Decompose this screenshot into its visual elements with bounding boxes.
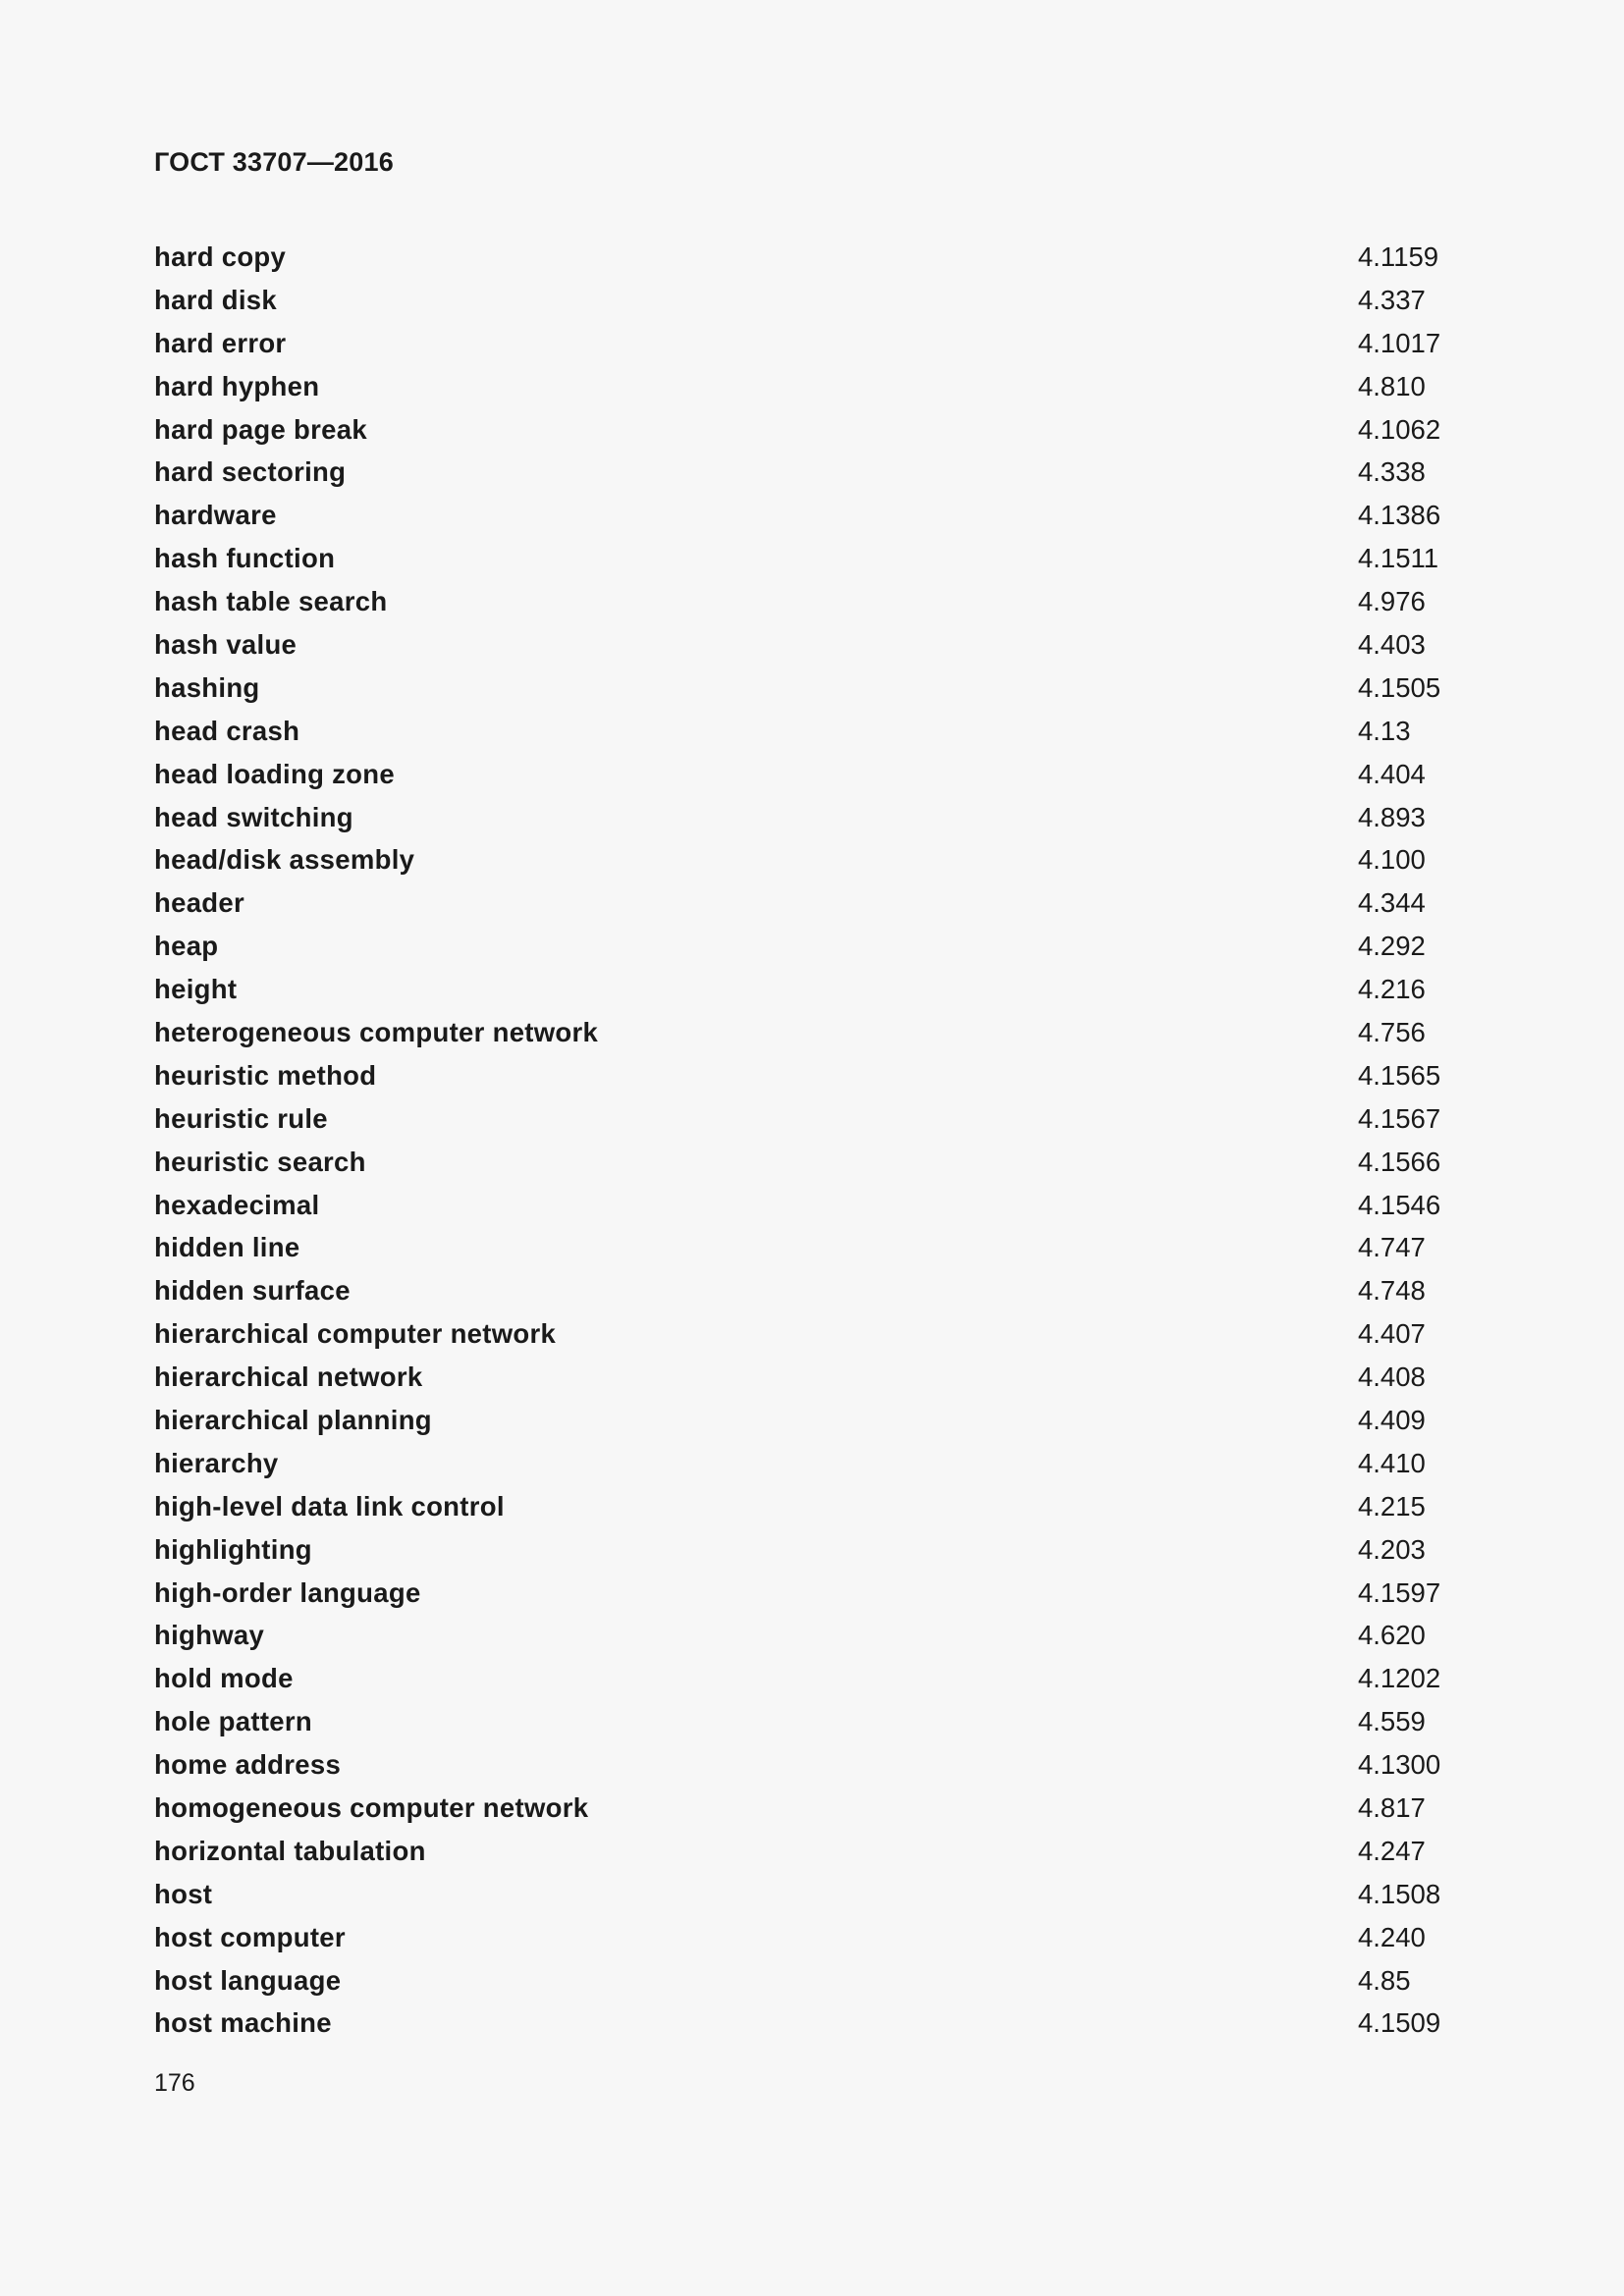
index-reference: 4.620 — [1358, 1620, 1426, 1651]
index-entry — [154, 322, 1470, 365]
index-term: heuristic rule — [154, 1102, 328, 1134]
index-entry — [154, 623, 1470, 667]
index-reference: 4.1300 — [1358, 1749, 1441, 1781]
index-entry — [154, 1485, 1470, 1528]
index-reference: 4.1159 — [1358, 240, 1439, 272]
index-term: height — [154, 974, 238, 1005]
index-term: heuristic method — [154, 1059, 377, 1091]
index-entry — [154, 279, 1470, 322]
index-term: highlighting — [154, 1533, 312, 1565]
index-entry — [154, 537, 1470, 580]
index-reference: 4.292 — [1358, 931, 1426, 962]
index-entry — [154, 451, 1470, 494]
index-entry — [154, 494, 1470, 537]
index-entry — [154, 1054, 1470, 1097]
index-reference: 4.1546 — [1358, 1189, 1441, 1220]
index-entry — [154, 1873, 1470, 1916]
index-reference: 4.338 — [1358, 456, 1426, 488]
index-entry — [154, 1312, 1470, 1356]
index-term: horizontal tabulation — [154, 1835, 426, 1866]
index-entry — [154, 365, 1470, 408]
index-entry — [154, 1830, 1470, 1873]
index-entry — [154, 1700, 1470, 1743]
index-entry — [154, 1528, 1470, 1572]
index-entry — [154, 1572, 1470, 1615]
index-entry — [154, 1226, 1470, 1269]
index-entry — [154, 2002, 1470, 2046]
index-term: host language — [154, 1964, 342, 1996]
index-reference: 4.1509 — [1358, 2007, 1441, 2039]
index-term: hash table search — [154, 586, 388, 617]
index-term: hard disk — [154, 284, 277, 315]
index-reference: 4.216 — [1358, 974, 1426, 1005]
index-term: hold mode — [154, 1663, 294, 1694]
index-entry — [154, 1399, 1470, 1442]
index-reference: 4.1202 — [1358, 1663, 1441, 1694]
index-reference: 4.403 — [1358, 628, 1426, 660]
index-reference: 4.817 — [1358, 1792, 1426, 1823]
index-entry — [154, 667, 1470, 710]
index-reference: 4.893 — [1358, 801, 1426, 832]
index-reference: 4.100 — [1358, 844, 1426, 876]
index-term: hash value — [154, 628, 298, 660]
index-term: head/disk assembly — [154, 844, 415, 876]
index-reference: 4.337 — [1358, 284, 1426, 315]
page-number: 176 — [154, 2069, 195, 2097]
index-term: heterogeneous computer network — [154, 1016, 599, 1047]
index-entry — [154, 408, 1470, 452]
index-entry — [154, 236, 1470, 279]
index-entry — [154, 1442, 1470, 1485]
index-reference: 4.1566 — [1358, 1146, 1441, 1177]
index-entry — [154, 881, 1470, 925]
index-entry — [154, 796, 1470, 839]
index-reference: 4.408 — [1358, 1362, 1426, 1393]
index-reference: 4.1597 — [1358, 1576, 1441, 1608]
index-term: high-level data link control — [154, 1490, 505, 1522]
index-term: hard copy — [154, 240, 287, 272]
index-entry — [154, 1615, 1470, 1658]
index-entry — [154, 710, 1470, 753]
index-entry — [154, 580, 1470, 623]
index-entry — [154, 968, 1470, 1011]
index-reference: 4.215 — [1358, 1490, 1426, 1522]
index-term: highway — [154, 1620, 265, 1651]
index-entry — [154, 1011, 1470, 1054]
document-header: ГОСТ 33707—2016 — [154, 147, 394, 177]
index-reference: 4.404 — [1358, 758, 1426, 789]
index-reference: 4.756 — [1358, 1016, 1426, 1047]
index-reference: 4.747 — [1358, 1232, 1426, 1263]
index-reference: 4.1511 — [1358, 543, 1439, 574]
index-entry — [154, 1916, 1470, 1959]
index-term: hard page break — [154, 413, 367, 445]
index-reference: 4.1062 — [1358, 413, 1441, 445]
index-term: host machine — [154, 2007, 332, 2039]
index-term: home address — [154, 1749, 342, 1781]
index-reference: 4.13 — [1358, 715, 1411, 746]
index-reference: 4.247 — [1358, 1835, 1426, 1866]
index-reference: 4.407 — [1358, 1318, 1426, 1350]
index-term: hidden line — [154, 1232, 300, 1263]
index-term: hard sectoring — [154, 456, 347, 488]
index-reference: 4.85 — [1358, 1964, 1411, 1996]
index-term: hole pattern — [154, 1706, 312, 1737]
index-entry — [154, 753, 1470, 796]
index-reference: 4.1386 — [1358, 500, 1441, 531]
index-term: hierarchical computer network — [154, 1318, 557, 1350]
index-reference: 4.203 — [1358, 1533, 1426, 1565]
index-reference: 4.976 — [1358, 586, 1426, 617]
index-reference: 4.748 — [1358, 1275, 1426, 1307]
index-term: hexadecimal — [154, 1189, 320, 1220]
index-term: homogeneous computer network — [154, 1792, 589, 1823]
term-index-list — [154, 236, 1470, 2045]
index-reference: 4.559 — [1358, 1706, 1426, 1737]
index-term: hierarchical planning — [154, 1404, 432, 1435]
index-entry — [154, 838, 1470, 881]
index-term: hardware — [154, 500, 277, 531]
index-reference: 4.410 — [1358, 1447, 1426, 1478]
index-reference: 4.344 — [1358, 887, 1426, 919]
index-reference: 4.810 — [1358, 370, 1426, 401]
index-entry — [154, 1657, 1470, 1700]
index-entry — [154, 1959, 1470, 2002]
index-entry — [154, 1787, 1470, 1830]
index-term: head loading zone — [154, 758, 395, 789]
index-term: host computer — [154, 1921, 346, 1952]
index-term: hashing — [154, 671, 260, 703]
index-entry — [154, 1184, 1470, 1227]
index-entry — [154, 1141, 1470, 1184]
index-term: hierarchical network — [154, 1362, 423, 1393]
index-term: hard hyphen — [154, 370, 320, 401]
index-term: host — [154, 1878, 213, 1909]
index-term: head crash — [154, 715, 300, 746]
index-entry — [154, 1356, 1470, 1399]
index-term: hash function — [154, 543, 336, 574]
index-reference: 4.1505 — [1358, 671, 1441, 703]
index-entry — [154, 1097, 1470, 1141]
index-term: hierarchy — [154, 1447, 279, 1478]
index-entry — [154, 1269, 1470, 1312]
index-reference: 4.409 — [1358, 1404, 1426, 1435]
index-reference: 4.1567 — [1358, 1102, 1441, 1134]
index-term: header — [154, 887, 244, 919]
index-reference: 4.240 — [1358, 1921, 1426, 1952]
index-reference: 4.1508 — [1358, 1878, 1441, 1909]
index-reference: 4.1565 — [1358, 1059, 1441, 1091]
index-entry — [154, 925, 1470, 968]
index-term: hidden surface — [154, 1275, 351, 1307]
index-term: heuristic search — [154, 1146, 366, 1177]
index-term: head switching — [154, 801, 353, 832]
index-reference: 4.1017 — [1358, 327, 1441, 358]
index-entry — [154, 1743, 1470, 1787]
index-term: hard error — [154, 327, 287, 358]
index-term: high-order language — [154, 1576, 421, 1608]
index-term: heap — [154, 931, 219, 962]
